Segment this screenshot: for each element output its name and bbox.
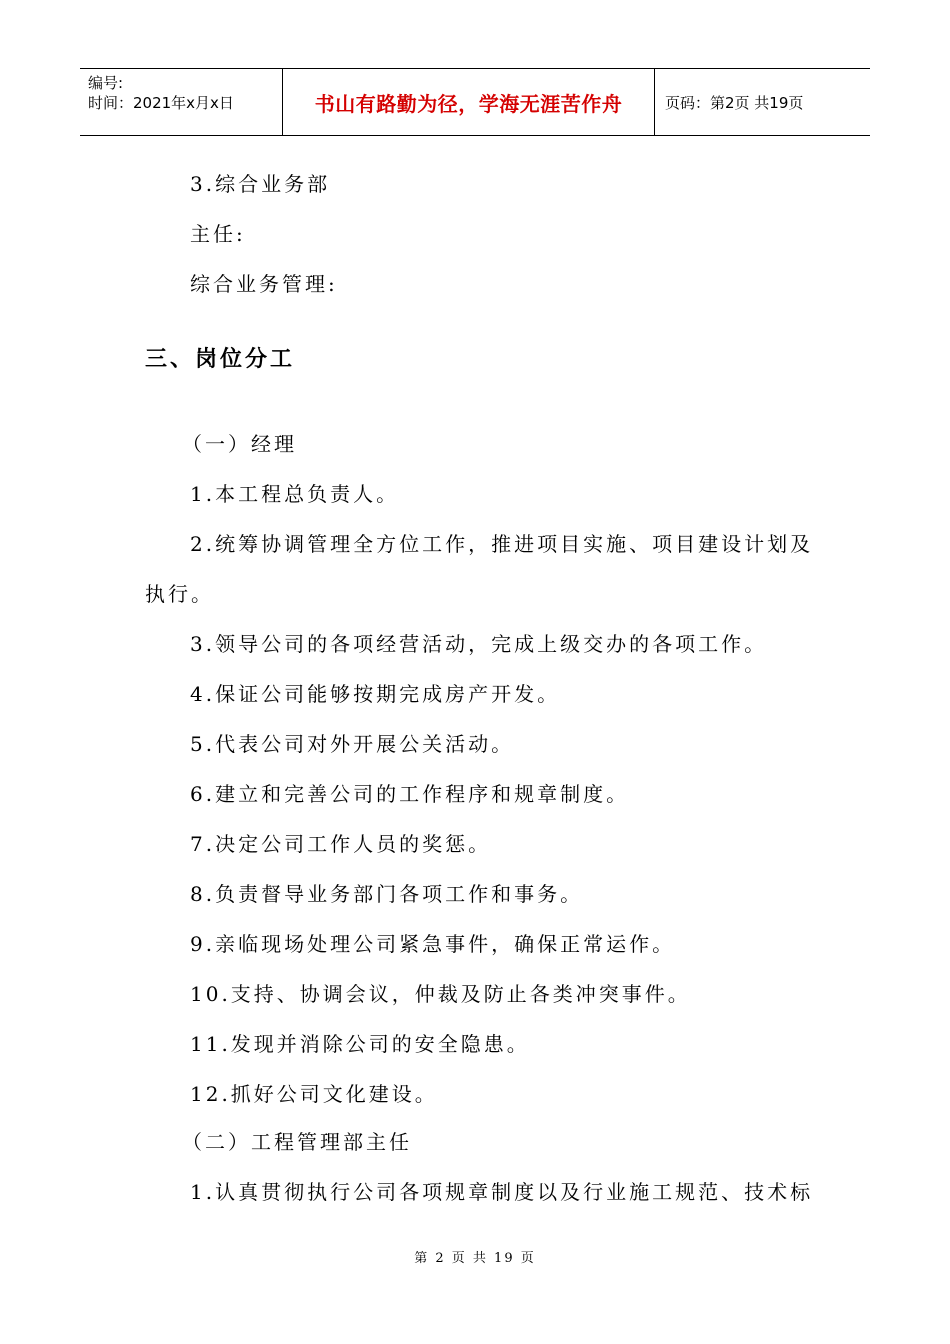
subsection-heading: （一）经理 — [182, 432, 297, 456]
body-line: 9.亲临现场处理公司紧急事件，确保正常运作。 — [190, 932, 676, 956]
header-time-label: 时间：2021年x月x日 — [88, 94, 234, 112]
body-line: 执行。 — [145, 582, 214, 606]
header-meta-cell — [80, 69, 283, 135]
header-page-info: 页码：第2页 共19页 — [665, 93, 804, 112]
body-line: 11.发现并消除公司的安全隐患。 — [190, 1032, 530, 1056]
header-number-label: 编号: — [88, 74, 124, 92]
body-line: 3.综合业务部 — [190, 172, 331, 196]
body-line: 综合业务管理: — [190, 272, 338, 296]
body-line: 12.抓好公司文化建设。 — [190, 1082, 438, 1106]
body-line: 1.本工程总负责人。 — [190, 482, 400, 506]
page-footer: 第 2 页 共 19 页 — [414, 1251, 536, 1266]
section-title: 三、岗位分工 — [145, 347, 296, 372]
body-line: 主任: — [190, 222, 246, 246]
page-header — [80, 68, 870, 136]
body-line: 1.认真贯彻执行公司各项规章制度以及行业施工规范、技术标 — [190, 1180, 814, 1204]
subsection-heading: （二）工程管理部主任 — [182, 1130, 412, 1154]
body-line: 2.统筹协调管理全方位工作，推进项目实施、项目建设计划及 — [190, 532, 814, 556]
body-line: 7.决定公司工作人员的奖惩。 — [190, 832, 492, 856]
header-motto: 书山有路勤为径，学海无涯苦作舟 — [283, 69, 655, 135]
body-line: 10.支持、协调会议，仲裁及防止各类冲突事件。 — [190, 982, 691, 1006]
body-line: 4.保证公司能够按期完成房产开发。 — [190, 682, 561, 706]
body-line: 5.代表公司对外开展公关活动。 — [190, 732, 515, 756]
body-line: 3.领导公司的各项经营活动，完成上级交办的各项工作。 — [190, 632, 768, 656]
body-line: 8.负责督导业务部门各项工作和事务。 — [190, 882, 584, 906]
body-line: 6.建立和完善公司的工作程序和规章制度。 — [190, 782, 630, 806]
